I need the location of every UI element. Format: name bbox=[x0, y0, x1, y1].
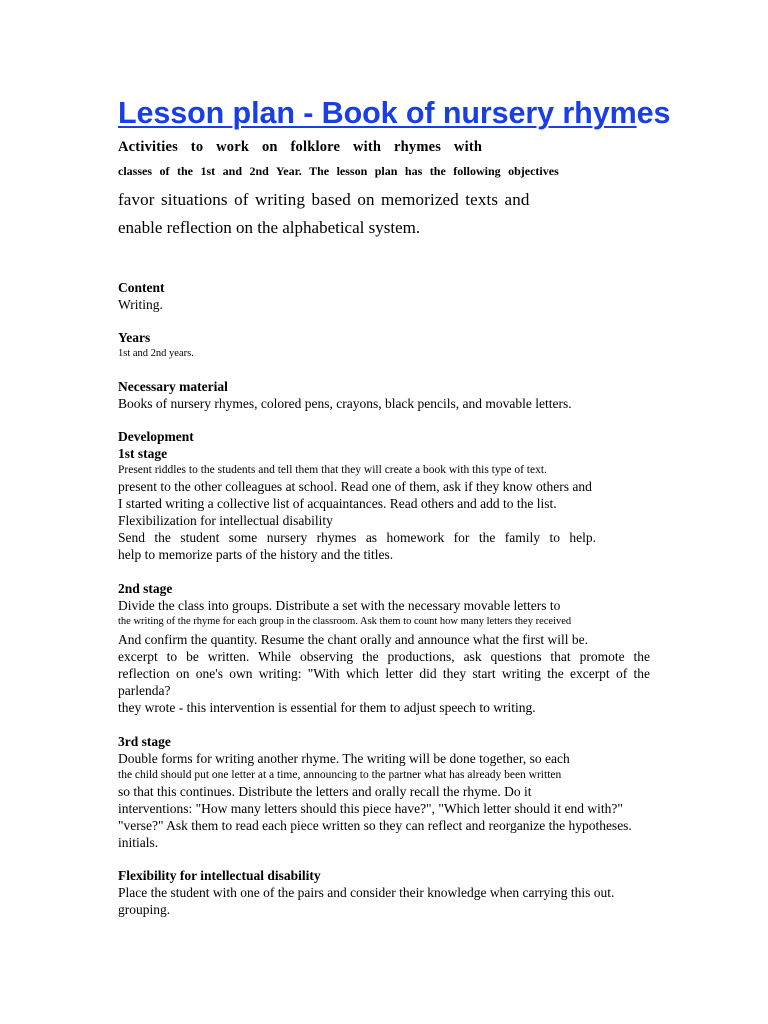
stage3-line-3: so that this continues. Distribute the letters and orally recall the rhyme. Do it bbox=[118, 784, 532, 799]
stage1-line-1: Present riddles to the students and tell them that they will create a book with this type of text. bbox=[118, 464, 547, 476]
stage3-line-1: Double forms for writing another rhyme. The writing will be done together, so each bbox=[118, 751, 570, 766]
stage1-line-4: Flexibilization for intellectual disability bbox=[118, 513, 333, 528]
flexibility-line-2: grouping. bbox=[118, 902, 171, 917]
objective-2: enable reflection on the alphabetical system. bbox=[118, 218, 421, 237]
stage1-line-5: Send the student some nursery rhymes as homework for the family to help. bbox=[118, 530, 596, 545]
material-heading: Necessary material bbox=[118, 379, 228, 394]
stage2-heading: 2nd stage bbox=[118, 581, 173, 596]
years-heading: Years bbox=[118, 330, 151, 345]
content-heading: Content bbox=[118, 280, 165, 295]
stage1-line-3: I started writing a collective list of acquaintances. Read others and add to the list. bbox=[118, 496, 557, 511]
flexibility-heading: Flexibility for intellectual disability bbox=[118, 868, 321, 883]
stage3-line-2: the child should put one letter at a time, announcing to the partner what has already been written bbox=[118, 769, 562, 781]
stage2-line-2: the writing of the rhyme for each group in the classroom. Ask them to count how many letters they received bbox=[118, 616, 572, 627]
flexibility-section bbox=[118, 867, 718, 918]
objective-1: favor situations of writing based on memorized texts and bbox=[118, 190, 530, 209]
stage2-line-5: reflection on one's own writing: "With which letter did they start writing the excerpt of the bbox=[118, 666, 650, 681]
development-section bbox=[118, 428, 718, 563]
flexibility-line-1: Place the student with one of the pairs and consider their knowledge when carrying this out. bbox=[118, 885, 615, 900]
stage2-line-3: And confirm the quantity. Resume the chant orally and announce what the first will be. bbox=[118, 632, 588, 647]
content-section bbox=[118, 279, 718, 313]
stage2-line-4: excerpt to be written. While observing the productions, ask questions that promote the bbox=[118, 649, 650, 664]
stage1-line-6: help to memorize parts of the history and the titles. bbox=[118, 547, 394, 562]
material-text: Books of nursery rhymes, colored pens, crayons, black pencils, and movable letters. bbox=[118, 396, 572, 411]
stage3-section bbox=[118, 733, 718, 851]
stage1-line-2: present to the other colleagues at school. Read one of them, ask if they know others and bbox=[118, 479, 592, 494]
development-heading: Development bbox=[118, 429, 194, 444]
intro-line-1: Activities to work on folklore with rhymes with bbox=[118, 139, 483, 155]
stage3-line-4: interventions: "How many letters should this piece have?", "Which letter should it end with?" bbox=[118, 801, 623, 816]
years-text: 1st and 2nd years. bbox=[118, 348, 194, 359]
content-text: Writing. bbox=[118, 297, 163, 312]
document-title-suffix: es bbox=[636, 96, 671, 130]
stage3-heading: 3rd stage bbox=[118, 734, 171, 749]
document-title[interactable] bbox=[118, 94, 718, 132]
stage3-line-6: initials. bbox=[118, 835, 159, 850]
stage3-line-5: "verse?" Ask them to read each piece written so they can reflect and reorganize the hypotheses. bbox=[118, 818, 632, 833]
stage2-line-7: they wrote - this intervention is essential for them to adjust speech to writing. bbox=[118, 700, 536, 715]
stage2-line-1: Divide the class into groups. Distribute a set with the necessary movable letters to bbox=[118, 598, 561, 613]
material-section bbox=[118, 378, 718, 412]
document-content bbox=[118, 94, 718, 918]
intro-line-2: classes of the 1st and 2nd Year. The lesson plan has the following objectives bbox=[118, 164, 559, 178]
years-section bbox=[118, 329, 718, 361]
stage1-heading: 1st stage bbox=[118, 446, 168, 461]
stage2-section bbox=[118, 580, 718, 716]
stage2-line-6: parlenda? bbox=[118, 683, 171, 698]
document-title-link[interactable]: Lesson plan - Book of nursery rhym bbox=[118, 96, 637, 130]
